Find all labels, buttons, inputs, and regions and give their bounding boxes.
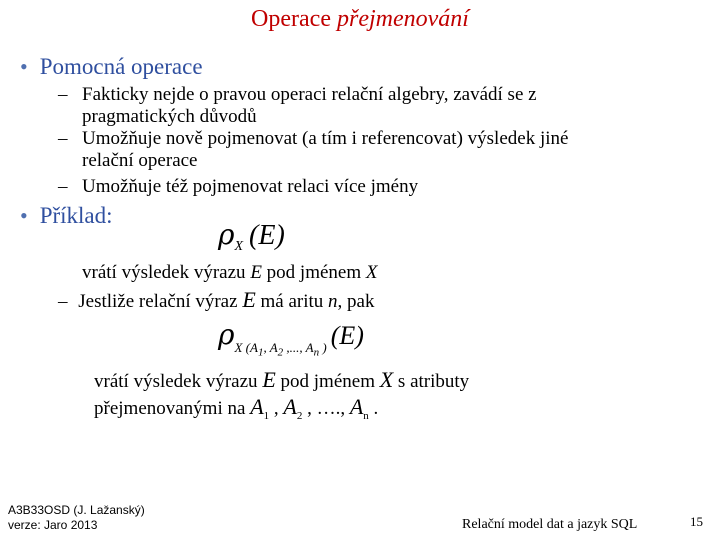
sub-bullet-3-text: Umožňuje též pojmenovat relaci více jmény: [82, 176, 419, 197]
sub-bullet-2: –: [58, 128, 68, 149]
renamed-attributes-line: přejmenovanými na $A_1$ , $A_2$ , …., $A_n$ .: [94, 394, 379, 422]
footer-course-info: [8, 503, 145, 533]
bullet-dot: •: [20, 54, 28, 79]
returns-line-2: vrátí výsledek výrazu E pod jménem X s atributy: [94, 367, 470, 392]
footer-topic: Relační model dat a jazyk SQL: [462, 517, 638, 532]
bullet-2-text: Příklad:: [39, 203, 113, 228]
bullet-dot: •: [20, 203, 28, 228]
sub-bullet-1: –: [58, 84, 68, 105]
sub-bullet-1-text: Fakticky nejde o pravou operaci relační algebry, zavádí se z pragmatických důvodů: [82, 84, 537, 127]
bullet-1-text: Pomocná operace: [39, 54, 203, 79]
sub-bullet-2-text: Umožňuje nově pojmenovat (a tím i referencovat) výsledek jiné relační operace: [82, 128, 569, 171]
title-italic: přejmenování: [336, 6, 469, 32]
returns-line-1: vrátí výsledek výrazu E pod jménem X: [82, 262, 378, 283]
if-line: – Jestliže relační výraz E má aritu n, pak: [58, 287, 375, 312]
sub-bullet-3: –: [58, 176, 68, 197]
footer-version: verze: Jaro 2013: [8, 518, 98, 532]
title-normal: Operace: [251, 6, 337, 32]
formula-rename-simple: ρX (E): [218, 218, 285, 254]
bullet-1: [20, 54, 203, 80]
formula-rename-attributes: $\rho_{X (A_1, A_2 ,..., A_n )}$ (E): [218, 318, 364, 359]
slide-title: [0, 6, 720, 33]
bullet-2: [20, 203, 113, 229]
page-number: 15: [690, 514, 703, 529]
footer-course: A3B33OSD (J. Lažanský): [8, 503, 145, 517]
